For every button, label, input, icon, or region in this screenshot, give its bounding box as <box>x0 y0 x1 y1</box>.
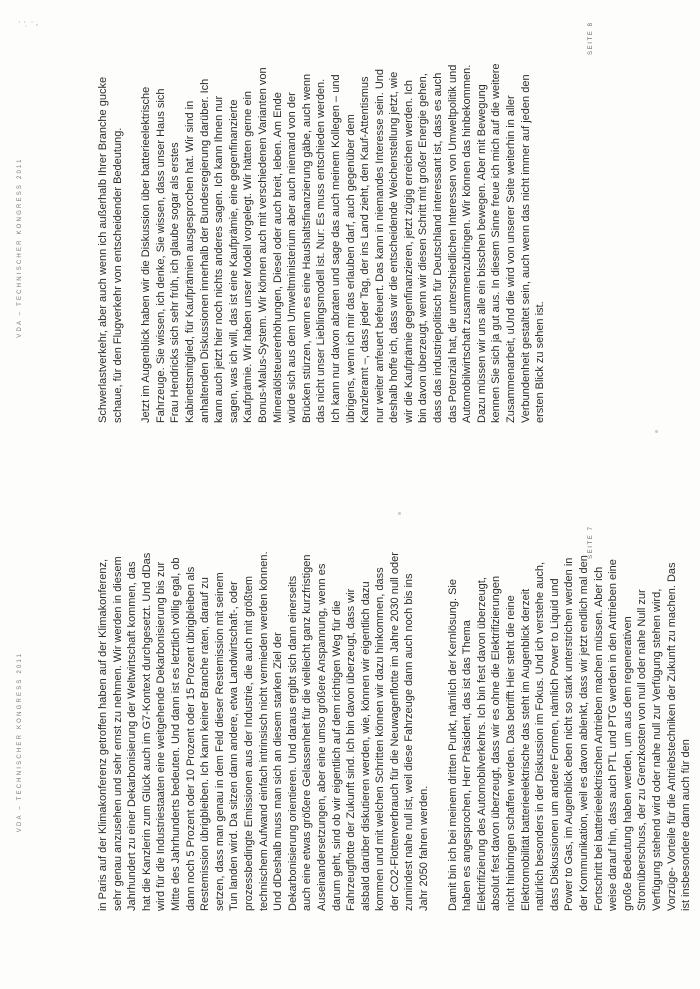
page-number: SEITE 8 <box>588 21 594 55</box>
page-number: SEITE 7 <box>588 525 594 559</box>
page-7 <box>0 495 700 989</box>
running-head: VDA – TECHNISCHER KONGRESS 2011 <box>17 157 23 338</box>
running-head: VDA – TECHNISCHER KONGRESS 2011 <box>17 651 23 833</box>
body-text <box>96 548 700 911</box>
paragraph: Jetzt im Augenblick haben wir die Diskussion über batterieelektrische Fahrzeuge. Sie wissen, ich denke, Sie wissen, dass unser Haus sich Frau Hendricks sich sehr früh, ich glaube sogar als erstes Kabinettsmitglied, für Kaufprämien ausgesprochen hat. Wir sind in anhaltenden Diskussionen innerhalb der Bundesregierung darüber. Ich kann auch jetzt hier noch nichts anderes sagen. Ich kann Ihnen nur sagen, was ich will, das ist eine Kaufprämie, eine gegenfinanzierte Kaufprämie. Wir haben unser Modell vorgelegt. Wir hätten gerne ein Bonus-Malus-System. Wir können auch mit verschiedenen Varianten von Mineralölsteuererhöhungen, Diesel oder auch breit, leben. Am Ende würde sich aus dem Umweltministerium aber auch niemand von der Brücken stürzen, wenn es eine Haushaltsfinanzierung gäbe, auch wenn das nicht unser Lieblingsmodell ist. Nur: Es muss entschieden werden. Ich kann nur davon abraten und sage das auch meinem Kollegen – und übrigens, wenn ich mir das erlauben darf, auch gegenüber dem Kanzleramt –, dass jeder Tag, der ins Land zieht, den Kauf-Attentismus nur weiter anfeuert befeuert. Das kann in niemandes Interesse sein. Und deshalb hoffe ich, dass wir die entscheidende Weichenstellung jetzt, wie wir die Kaufprämie gegenfinanzieren, jetzt zügig erreichen werden. Ich bin davon überzeugt, wenn wir diesen Schritt mit großer Energie gehen, dass das industriepolitisch für Deutschland interessant ist, dass es auch das Potenzial hat, die unterschiedlichen Interessen von Umweltpolitik und Automobilwirtschaft zusammenzubringen. Wir können das hinbekommen. Dazu müssen wir uns alle ein bisschen bewegen. Aber mit Bewegung kennen Sie sich ja gut aus. In diesem Sinne freue ich mich auf die weitere Zusammenarbeit, uUnd die wird von unserer Seite weiterhin in aller Verbundenheit gestaltet sein, auch wenn das nicht immer auf jeden den ersten Blick zu sehen ist. <box>140 60 547 423</box>
body-text <box>96 60 562 423</box>
scan-marks: · · ̣ · , <box>18 18 39 27</box>
paragraph: Damit bin ich bei meinem dritten Punkt, nämlich der Kernlösung. Sie haben es angesprochen, Herr Präsident, das ist das Thema Elektrifizierung des Automobilverkehrs. Ich bin fest davon überzeugt, absolut fest davon überzeugt, dass wir es ohne die Elektrifizierungen nicht hinbringen schaffen werden. Das betrifft Hier steht die reine Elektromobilität batterieelektrische das steht im Augenblick derzeit natürlich besonders in der Diskussion im Fokus. Und ich verstehe auch, dass Diskussionen um andere Formen, nämlich Power to Liquid und Power to Gas, im Augenblick eben nicht so stark unterstrichen werden in der Kommunikation, weil es davon ablenkt, dass wir jetzt endlich mal den Fortschritt bei batterieelektrischen Antrieben machen müssen. Aber ich weise darauf hin, dass auch PTL und PTG werden in den Antrieben eine große Bedeutung haben werden, um aus dem regenerativen Stromüberschuss, der zu Grenzkosten von null oder nahe Null zur Verfügung stehend wird oder nahe null zur Verfügung stehen wird, Vorzüge- Vorteile für die Antriebstechniken der Zukunft zu machen. Das ist insbesondere dann auch für den <box>446 552 693 911</box>
paragraph: Schwerlastverkehr, aber auch wenn ich außerhalb Ihrer Branche gucke schaue, für den Flugverkehr von entscheidender Bedeutung. <box>97 73 124 423</box>
paragraph: in Paris auf der Klimakonferenz getroffen haben auf der Klimakonferenz, sehr genau anzusehen und sehr ernst zu nehmen. Wir werden in diesem Jahrhundert zu einer Dekarbonisierung der Weltwirtschaft kommen, das hat die Kanzlerin zum Glück auch im G7-Kontext durchgesetzt. Und dDas wird für die Industriestaaten eine weitgehende Dekarbonisierung bis zur Mitte des Jahrhunderts bedeuten. Und dann ist es letztlich völlig egal, ob dann noch 5 Prozent oder 10 Prozent oder 15 Prozent übrigbleiben als Restemission übrigbleiben. Ich kann keiner Branche raten, darauf zu setzen, dass man genau in dem Feld dieser Restemission mit seinem Tun landen wird. Da sitzen dann andere, etwa Landwirtschaft-, oder prozessbedingte Emissionen aus der Industrie, die auch mit größtem technischem Aufwand einfach intrinsisch nicht vermieden werden können. Und dDeshalb muss man sich an diesem starken Ziel der Dekarbonisierung orientieren. Und daraus ergibt sich dann einerseits auch eine etwas größere Gelassenheit für die vielleicht ganz kurzfristigen Auseinandersetzungen, aber eine umso größere Anspannung, wenn es darum geht, sind ob wir eigentlich auf dem richtigen Weg für die Fahrzeugflotte der Zukunft sind. Ich bin davon überzeugt, dass wir alsbald darüber diskutieren werden, wie, können wir eigentlich dazu kommen und mit welchen Schritten können wir dazu hinkommen, dass der CO2-Flottenverbrauch für die Neuwagenflotte im Jahre 2030 null oder zumindest nahe null ist, weil diese Fahrzeuge dann auch noch bis ins Jahr 2050 fahren werden. <box>97 548 431 911</box>
